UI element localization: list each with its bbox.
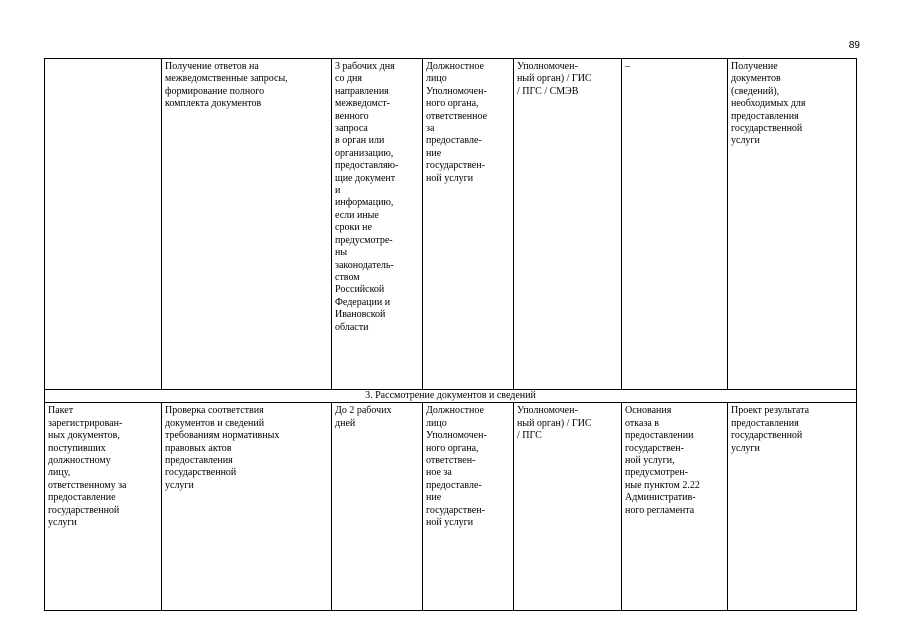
table-cell-action: Получение ответов на межведомственные запросы, формирование полного комплекта документов (162, 59, 332, 390)
section-header-row (45, 390, 857, 403)
table-cell-criteria: – (622, 59, 728, 390)
table-cell-basis: Пакет зарегистрирован- ных документов, поступивших должностному лицу, ответственному за предоставление государственной услуги (45, 403, 162, 611)
table-cell-action: Проверка соответствия документов и сведений требованиям нормативных правовых актов предоставления государственной услуги (162, 403, 332, 611)
table-cell-responsible: Должностное лицо Уполномочен- ного органа, ответственное за предоставле- ние государствен- ной услуги (423, 59, 514, 390)
section-title: 3. Рассмотрение документов и сведений (45, 390, 857, 403)
table-row (45, 403, 857, 611)
table-cell-responsible: Должностное лицо Уполномочен- ного органа, ответствен- ное за предоставле- ние государствен- ной услуги (423, 403, 514, 611)
table-cell-deadline: 3 рабочих дня со дня направления межведомст- венного запроса в орган или организацию, предоставляю- щие документ и информацию, если иные сроки не предусмотре- ны законодатель- ством Российской Федерации и Ивановской области (332, 59, 423, 390)
table-cell-criteria: Основания отказа в предоставлении государствен- ной услуги, предусмотрен- ные пунктом 2.22 Административ- ного регламента (622, 403, 728, 611)
procedure-table (44, 58, 857, 611)
table-cell-result: Проект результата предоставления государственной услуги (728, 403, 857, 611)
table-cell-system: Уполномочен- ный орган) / ГИС / ПГС (514, 403, 622, 611)
table-cell-result: Получение документов (сведений), необходимых для предоставления государственной услуги (728, 59, 857, 390)
table-row (45, 59, 857, 390)
table-cell-system: Уполномочен- ный орган) / ГИС / ПГС / СМЭВ (514, 59, 622, 390)
page-number: 89 (848, 40, 860, 51)
table-cell-deadline: До 2 рабочих дней (332, 403, 423, 611)
table-cell-basis (45, 59, 162, 390)
